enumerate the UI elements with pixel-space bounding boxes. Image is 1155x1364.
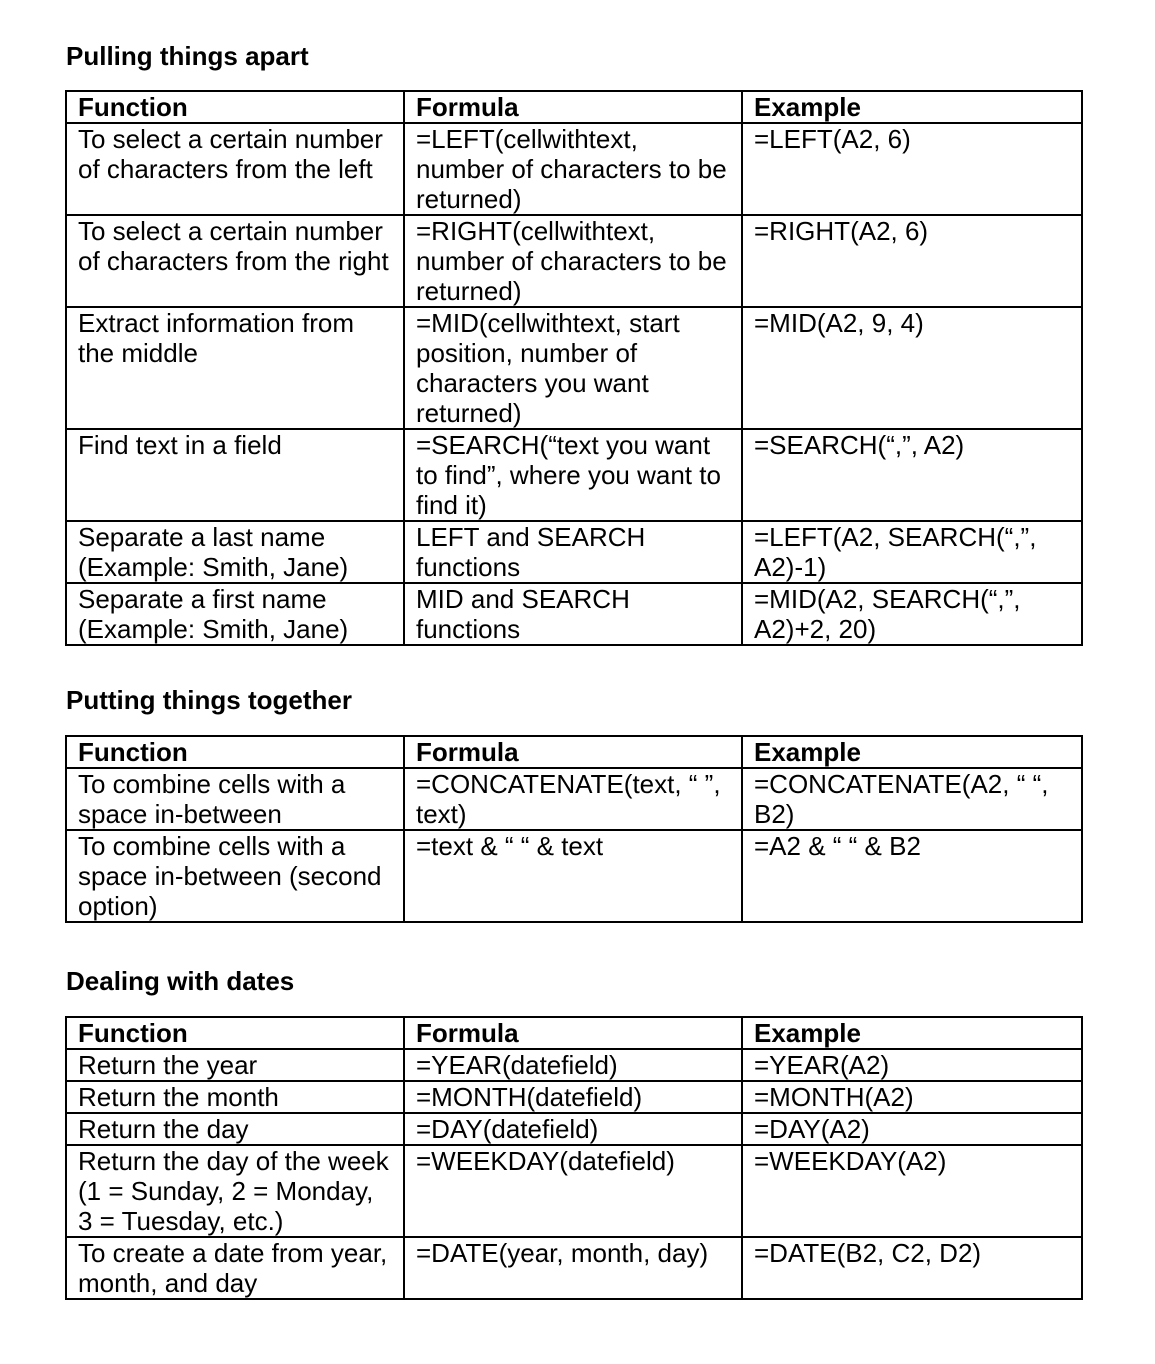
header-function: Function xyxy=(66,91,404,123)
table-row xyxy=(66,123,1082,215)
header-example: Example xyxy=(742,1017,1082,1049)
example-cell: =SEARCH(“,”, A2) xyxy=(742,429,1082,521)
function-cell: To select a certain number of characters from the right xyxy=(66,215,404,307)
example-cell: =RIGHT(A2, 6) xyxy=(742,215,1082,307)
function-cell: Return the day of the week (1 = Sunday, 2 = Monday, 3 = Tuesday, etc.) xyxy=(66,1145,404,1237)
pulling-apart-table xyxy=(65,90,1083,646)
header-example: Example xyxy=(742,91,1082,123)
table-row xyxy=(66,521,1082,583)
function-cell: To select a certain number of characters from the left xyxy=(66,123,404,215)
formula-cell: =DATE(year, month, day) xyxy=(404,1237,742,1299)
table-row xyxy=(66,830,1082,922)
function-cell: Return the month xyxy=(66,1081,404,1113)
formula-cell: MID and SEARCH functions xyxy=(404,583,742,645)
example-cell: =MID(A2, SEARCH(“,”, A2)+2, 20) xyxy=(742,583,1082,645)
formula-cell: =MID(cellwithtext, start position, number of characters you want returned) xyxy=(404,307,742,429)
formula-cell: =text & “ “ & text xyxy=(404,830,742,922)
function-cell: Separate a first name (Example: Smith, Jane) xyxy=(66,583,404,645)
header-formula: Formula xyxy=(404,1017,742,1049)
header-function: Function xyxy=(66,1017,404,1049)
table-header-row xyxy=(66,1017,1082,1049)
example-cell: =YEAR(A2) xyxy=(742,1049,1082,1081)
function-cell: Separate a last name (Example: Smith, Jane) xyxy=(66,521,404,583)
function-cell: Extract information from the middle xyxy=(66,307,404,429)
example-cell: =A2 & “ “ & B2 xyxy=(742,830,1082,922)
formula-cell: =MONTH(datefield) xyxy=(404,1081,742,1113)
function-cell: To create a date from year, month, and day xyxy=(66,1237,404,1299)
table-row xyxy=(66,1049,1082,1081)
table-row xyxy=(66,1145,1082,1237)
example-cell: =CONCATENATE(A2, “ “, B2) xyxy=(742,768,1082,830)
function-cell: To combine cells with a space in-between (second option) xyxy=(66,830,404,922)
table-row xyxy=(66,429,1082,521)
header-example: Example xyxy=(742,736,1082,768)
function-cell: Return the day xyxy=(66,1113,404,1145)
formula-cell: =SEARCH(“text you want to find”, where you want to find it) xyxy=(404,429,742,521)
example-cell: =LEFT(A2, 6) xyxy=(742,123,1082,215)
header-function: Function xyxy=(66,736,404,768)
function-cell: Return the year xyxy=(66,1049,404,1081)
formula-cell: =LEFT(cellwithtext, number of characters to be returned) xyxy=(404,123,742,215)
function-cell: To combine cells with a space in-between xyxy=(66,768,404,830)
table-row xyxy=(66,1081,1082,1113)
table-row xyxy=(66,215,1082,307)
table-header-row xyxy=(66,736,1082,768)
formula-cell: =RIGHT(cellwithtext, number of characters to be returned) xyxy=(404,215,742,307)
function-cell: Find text in a field xyxy=(66,429,404,521)
example-cell: =WEEKDAY(A2) xyxy=(742,1145,1082,1237)
section-title-putting-together: Putting things together xyxy=(66,685,352,715)
example-cell: =MONTH(A2) xyxy=(742,1081,1082,1113)
table-row xyxy=(66,307,1082,429)
table-header-row xyxy=(66,91,1082,123)
formula-cell: =DAY(datefield) xyxy=(404,1113,742,1145)
formula-cell: LEFT and SEARCH functions xyxy=(404,521,742,583)
table-row xyxy=(66,768,1082,830)
formula-cell: =WEEKDAY(datefield) xyxy=(404,1145,742,1237)
section-title-dealing-with-dates: Dealing with dates xyxy=(66,966,295,996)
example-cell: =MID(A2, 9, 4) xyxy=(742,307,1082,429)
table-row xyxy=(66,1113,1082,1145)
formula-cell: =CONCATENATE(text, “ ”, text) xyxy=(404,768,742,830)
example-cell: =DAY(A2) xyxy=(742,1113,1082,1145)
example-cell: =LEFT(A2, SEARCH(“,”, A2)-1) xyxy=(742,521,1082,583)
formula-cell: =YEAR(datefield) xyxy=(404,1049,742,1081)
header-formula: Formula xyxy=(404,736,742,768)
table-row xyxy=(66,1237,1082,1299)
table-row xyxy=(66,583,1082,645)
example-cell: =DATE(B2, C2, D2) xyxy=(742,1237,1082,1299)
header-formula: Formula xyxy=(404,91,742,123)
section-title-pulling-apart: Pulling things apart xyxy=(66,41,309,71)
putting-together-table xyxy=(65,735,1083,923)
dates-table xyxy=(65,1016,1083,1300)
